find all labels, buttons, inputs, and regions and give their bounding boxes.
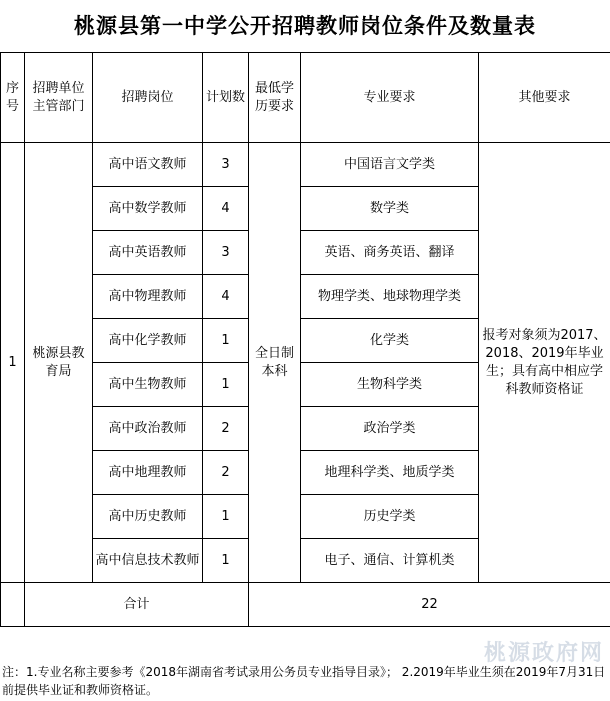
plan-cell: 1	[203, 539, 249, 583]
total-empty-cell	[1, 583, 25, 627]
table-row	[1, 143, 610, 187]
watermark-logo: 桃源政府网	[483, 640, 604, 666]
dept-cell: 桃源县教育局	[25, 143, 93, 583]
post-cell: 高中历史教师	[93, 495, 203, 539]
other-cell: 报考对象须为2017、2018、2019年毕业生；具有高中相应学科教师资格证	[479, 143, 610, 583]
plan-cell: 3	[203, 143, 249, 187]
post-cell: 高中物理教师	[93, 275, 203, 319]
major-cell: 电子、通信、计算机类	[301, 539, 479, 583]
plan-cell: 2	[203, 407, 249, 451]
page-title: 桃源县第一中学公开招聘教师岗位条件及数量表	[74, 14, 536, 38]
header-edu: 最低学历要求	[249, 53, 301, 143]
header-post: 招聘岗位	[93, 53, 203, 143]
plan-cell: 4	[203, 187, 249, 231]
plan-cell: 1	[203, 363, 249, 407]
plan-cell: 1	[203, 495, 249, 539]
major-cell: 生物科学类	[301, 363, 479, 407]
header-plan: 计划数	[203, 53, 249, 143]
header-row	[1, 53, 610, 143]
major-cell: 历史学类	[301, 495, 479, 539]
header-dept: 招聘单位主管部门	[25, 53, 93, 143]
total-row	[1, 583, 610, 627]
plan-cell: 4	[203, 275, 249, 319]
total-label: 合计	[25, 583, 249, 627]
major-cell: 数学类	[301, 187, 479, 231]
post-cell: 高中生物教师	[93, 363, 203, 407]
footnote: 注：1.专业名称主要参考《2018年湖南省考试录用公务员专业指导目录》； 2.2019年毕业生须在2019年7月31日前提供毕业证和教师资格证。	[2, 665, 606, 697]
plan-cell: 3	[203, 231, 249, 275]
edu-cell: 全日制本科	[249, 143, 301, 583]
post-cell: 高中地理教师	[93, 451, 203, 495]
seq-cell: 1	[1, 143, 25, 583]
header-other: 其他要求	[479, 53, 610, 143]
major-cell: 物理学类、地球物理学类	[301, 275, 479, 319]
recruitment-table	[0, 52, 610, 627]
post-cell: 高中语文教师	[93, 143, 203, 187]
post-cell: 高中数学教师	[93, 187, 203, 231]
major-cell: 地理科学类、地质学类	[301, 451, 479, 495]
header-major: 专业要求	[301, 53, 479, 143]
plan-cell: 2	[203, 451, 249, 495]
post-cell: 高中英语教师	[93, 231, 203, 275]
major-cell: 政治学类	[301, 407, 479, 451]
major-cell: 英语、商务英语、翻译	[301, 231, 479, 275]
total-value: 22	[249, 583, 610, 627]
plan-cell: 1	[203, 319, 249, 363]
post-cell: 高中化学教师	[93, 319, 203, 363]
major-cell: 中国语言文学类	[301, 143, 479, 187]
major-cell: 化学类	[301, 319, 479, 363]
header-seq: 序号	[1, 53, 25, 143]
post-cell: 高中政治教师	[93, 407, 203, 451]
post-cell: 高中信息技术教师	[93, 539, 203, 583]
